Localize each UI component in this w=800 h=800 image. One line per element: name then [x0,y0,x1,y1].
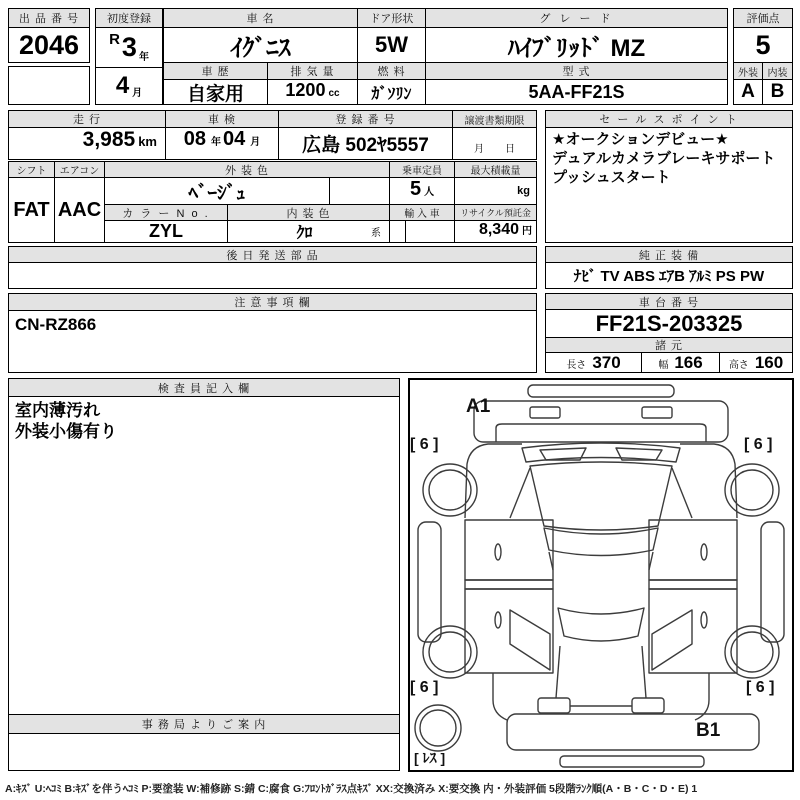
recycle-unit: 円 [522,226,532,237]
tire-mark-rear-right: [ 6 ] [746,679,775,696]
first-reg-year-value: 3 [121,32,137,62]
reg-no-header: 登 録 番 号 [278,110,453,128]
capacity-unit: 人 [424,187,435,198]
aircon-header: エアコン [54,161,105,178]
tire-mark-front-left: [ 6 ] [410,436,439,453]
inspection-month: 04 [223,128,246,150]
mileage-number: 3,985 [82,128,136,151]
dim-width-cell [641,352,720,373]
score-value: 5 [733,27,793,63]
mileage-unit: km [138,134,157,149]
max-load-value [454,177,537,205]
exterior-value: A [733,79,763,105]
int-color-suffix: 系 [371,228,382,239]
sales-point-line: ★オークションデビュー★ [552,131,729,148]
car-diagram-box [408,378,794,772]
equipment-header: 純 正 装 備 [545,246,793,263]
car-name-value: ｲｸﾞﾆｽ [163,27,358,63]
dim-width-label: 幅 [658,360,669,371]
first-reg-header: 初度登録 [95,8,163,28]
shipping-content [8,262,537,289]
chassis-value: FF21S-203325 [545,309,793,338]
first-reg-era: R [109,31,120,48]
displacement-header: 排 気 量 [267,62,358,80]
history-value: 自家用 [163,79,268,105]
displacement-value [267,79,358,105]
import-value [389,220,455,243]
capacity-value [389,177,455,205]
auction-no-empty-cell [8,66,90,105]
dim-width-value: 166 [674,353,703,372]
first-reg-month-value: 4 [115,72,130,99]
inspection-year: 08 [183,128,206,150]
door-value: 5W [357,27,426,63]
fuel-header: 燃 料 [357,62,426,80]
inspector-line: 室内薄汚れ [15,401,100,420]
equipment-value: ﾅﾋﾞ TV ABS ｴｱB ｱﾙﾐ PS PW [545,262,793,289]
ext-color-header: 外 装 色 [104,161,390,178]
score-header: 評価点 [733,8,793,28]
import-header: 輸 入 車 [389,204,455,221]
exterior-header: 外装 [733,62,763,80]
auction-no-header: 出 品 番 号 [8,8,90,28]
capacity-number: 5 [409,178,422,200]
sales-point-line: デュアルカメラブレーキサポート [552,149,776,167]
capacity-header: 乗車定員 [389,161,455,178]
inspector-content [8,396,400,715]
int-color-value [227,220,390,243]
shipping-header: 後 日 発 送 部 品 [8,246,537,263]
dim-height-cell [719,352,793,373]
first-reg-year [95,27,163,68]
inspection-value [165,127,279,160]
transfer-header: 譲渡書類期限 [452,110,537,128]
shift-header: シフト [8,161,55,178]
max-load-unit: kg [517,185,530,197]
car-name-header: 車 名 [163,8,358,28]
office-header: 事 務 局 よ り ご 案 内 [8,714,400,734]
max-load-header: 最大積載量 [454,161,537,178]
tire-mark-rear-left: [ 6 ] [410,679,439,696]
car-diagram [410,380,792,770]
history-header: 車 歴 [163,62,268,80]
first-reg-month [95,67,163,105]
spare-tire-mark: [ ﾚｽ ] [414,750,446,766]
dim-height-value: 160 [754,353,784,372]
dim-length-label: 長さ [566,360,587,371]
notes-content [8,310,537,373]
interior-value: B [762,79,793,105]
sales-points-header: セ ー ル ス ポ イ ン ト [545,110,793,128]
import-cell-divider [390,221,406,242]
mileage-value [8,127,166,160]
chassis-header: 車 台 番 号 [545,293,793,310]
displacement-number: 1200 [285,80,326,100]
inspection-header: 車 検 [165,110,279,128]
color-no-header: カ ラ ー N o . [104,204,228,221]
model-value: 5AA-FF21S [425,79,728,105]
sales-points-content [545,127,793,243]
dim-height-label: 高さ [728,360,749,371]
grading-legend: A:ｷｽﾞ U:ﾍｺﾐ B:ｷｽﾞを伴うﾍｺﾐ P:要塗装 W:補修跡 S:錆 C:腐食 G:ﾌﾛﾝﾄｶﾞﾗｽ点ｷｽﾞ XX:交換済み X:要交換 内・外装評価 5段階ﾗﾝｸ順(A・B・C・D・E) 1 [5,783,698,795]
int-color-header: 内 装 色 [227,204,390,221]
inspector-line: 外装小傷有り [15,422,117,442]
shift-value: FAT [8,177,55,243]
fuel-value: ｶﾞｿﾘﾝ [357,79,426,105]
dim-length-cell [545,352,642,373]
recycle-value [454,220,537,243]
panel-mark-b1: B1 [696,720,721,741]
recycle-header: リサイクル預託金 [454,204,537,221]
tire-mark-front-right: [ 6 ] [744,436,773,453]
grade-value: ﾊｲﾌﾞﾘｯﾄﾞ MZ [425,27,728,63]
displacement-unit: cc [328,88,340,99]
panel-mark-a1: A1 [466,396,491,417]
transfer-value [452,127,537,160]
ext-color-blank-cell [329,177,390,205]
first-reg-month-unit: 月 [132,88,143,99]
color-no-value: ZYL [104,220,228,243]
transfer-month-unit: 月 [474,144,484,155]
dim-length-value: 370 [592,353,621,372]
transfer-day-unit: 日 [505,144,515,155]
office-content [8,733,400,771]
dims-header: 諸 元 [545,337,793,353]
auction-no-value: 2046 [8,27,90,63]
ext-color-value: ﾍﾞｰｼﾞｭ [104,177,330,205]
int-color-name: ｸﾛ [296,225,313,242]
notes-header: 注 意 事 項 欄 [8,293,537,311]
inspector-header: 検 査 員 記 入 欄 [8,378,400,397]
aircon-value: AAC [54,177,105,243]
recycle-number: 8,340 [478,221,519,238]
sales-point-line: プッシュスタート [552,168,671,186]
interior-header: 内装 [762,62,793,80]
reg-no-value: 広島 502ﾔ5557 [278,127,453,160]
model-header: 型 式 [425,62,728,80]
mileage-header: 走 行 [8,110,166,128]
grade-header: グ レ ー ド [425,8,728,28]
notes-text: CN-RZ866 [15,315,97,334]
first-reg-year-unit: 年 [138,52,149,63]
inspection-year-unit: 年 [211,137,221,148]
door-header: ドア形状 [357,8,426,28]
inspection-month-unit: 月 [250,137,261,148]
